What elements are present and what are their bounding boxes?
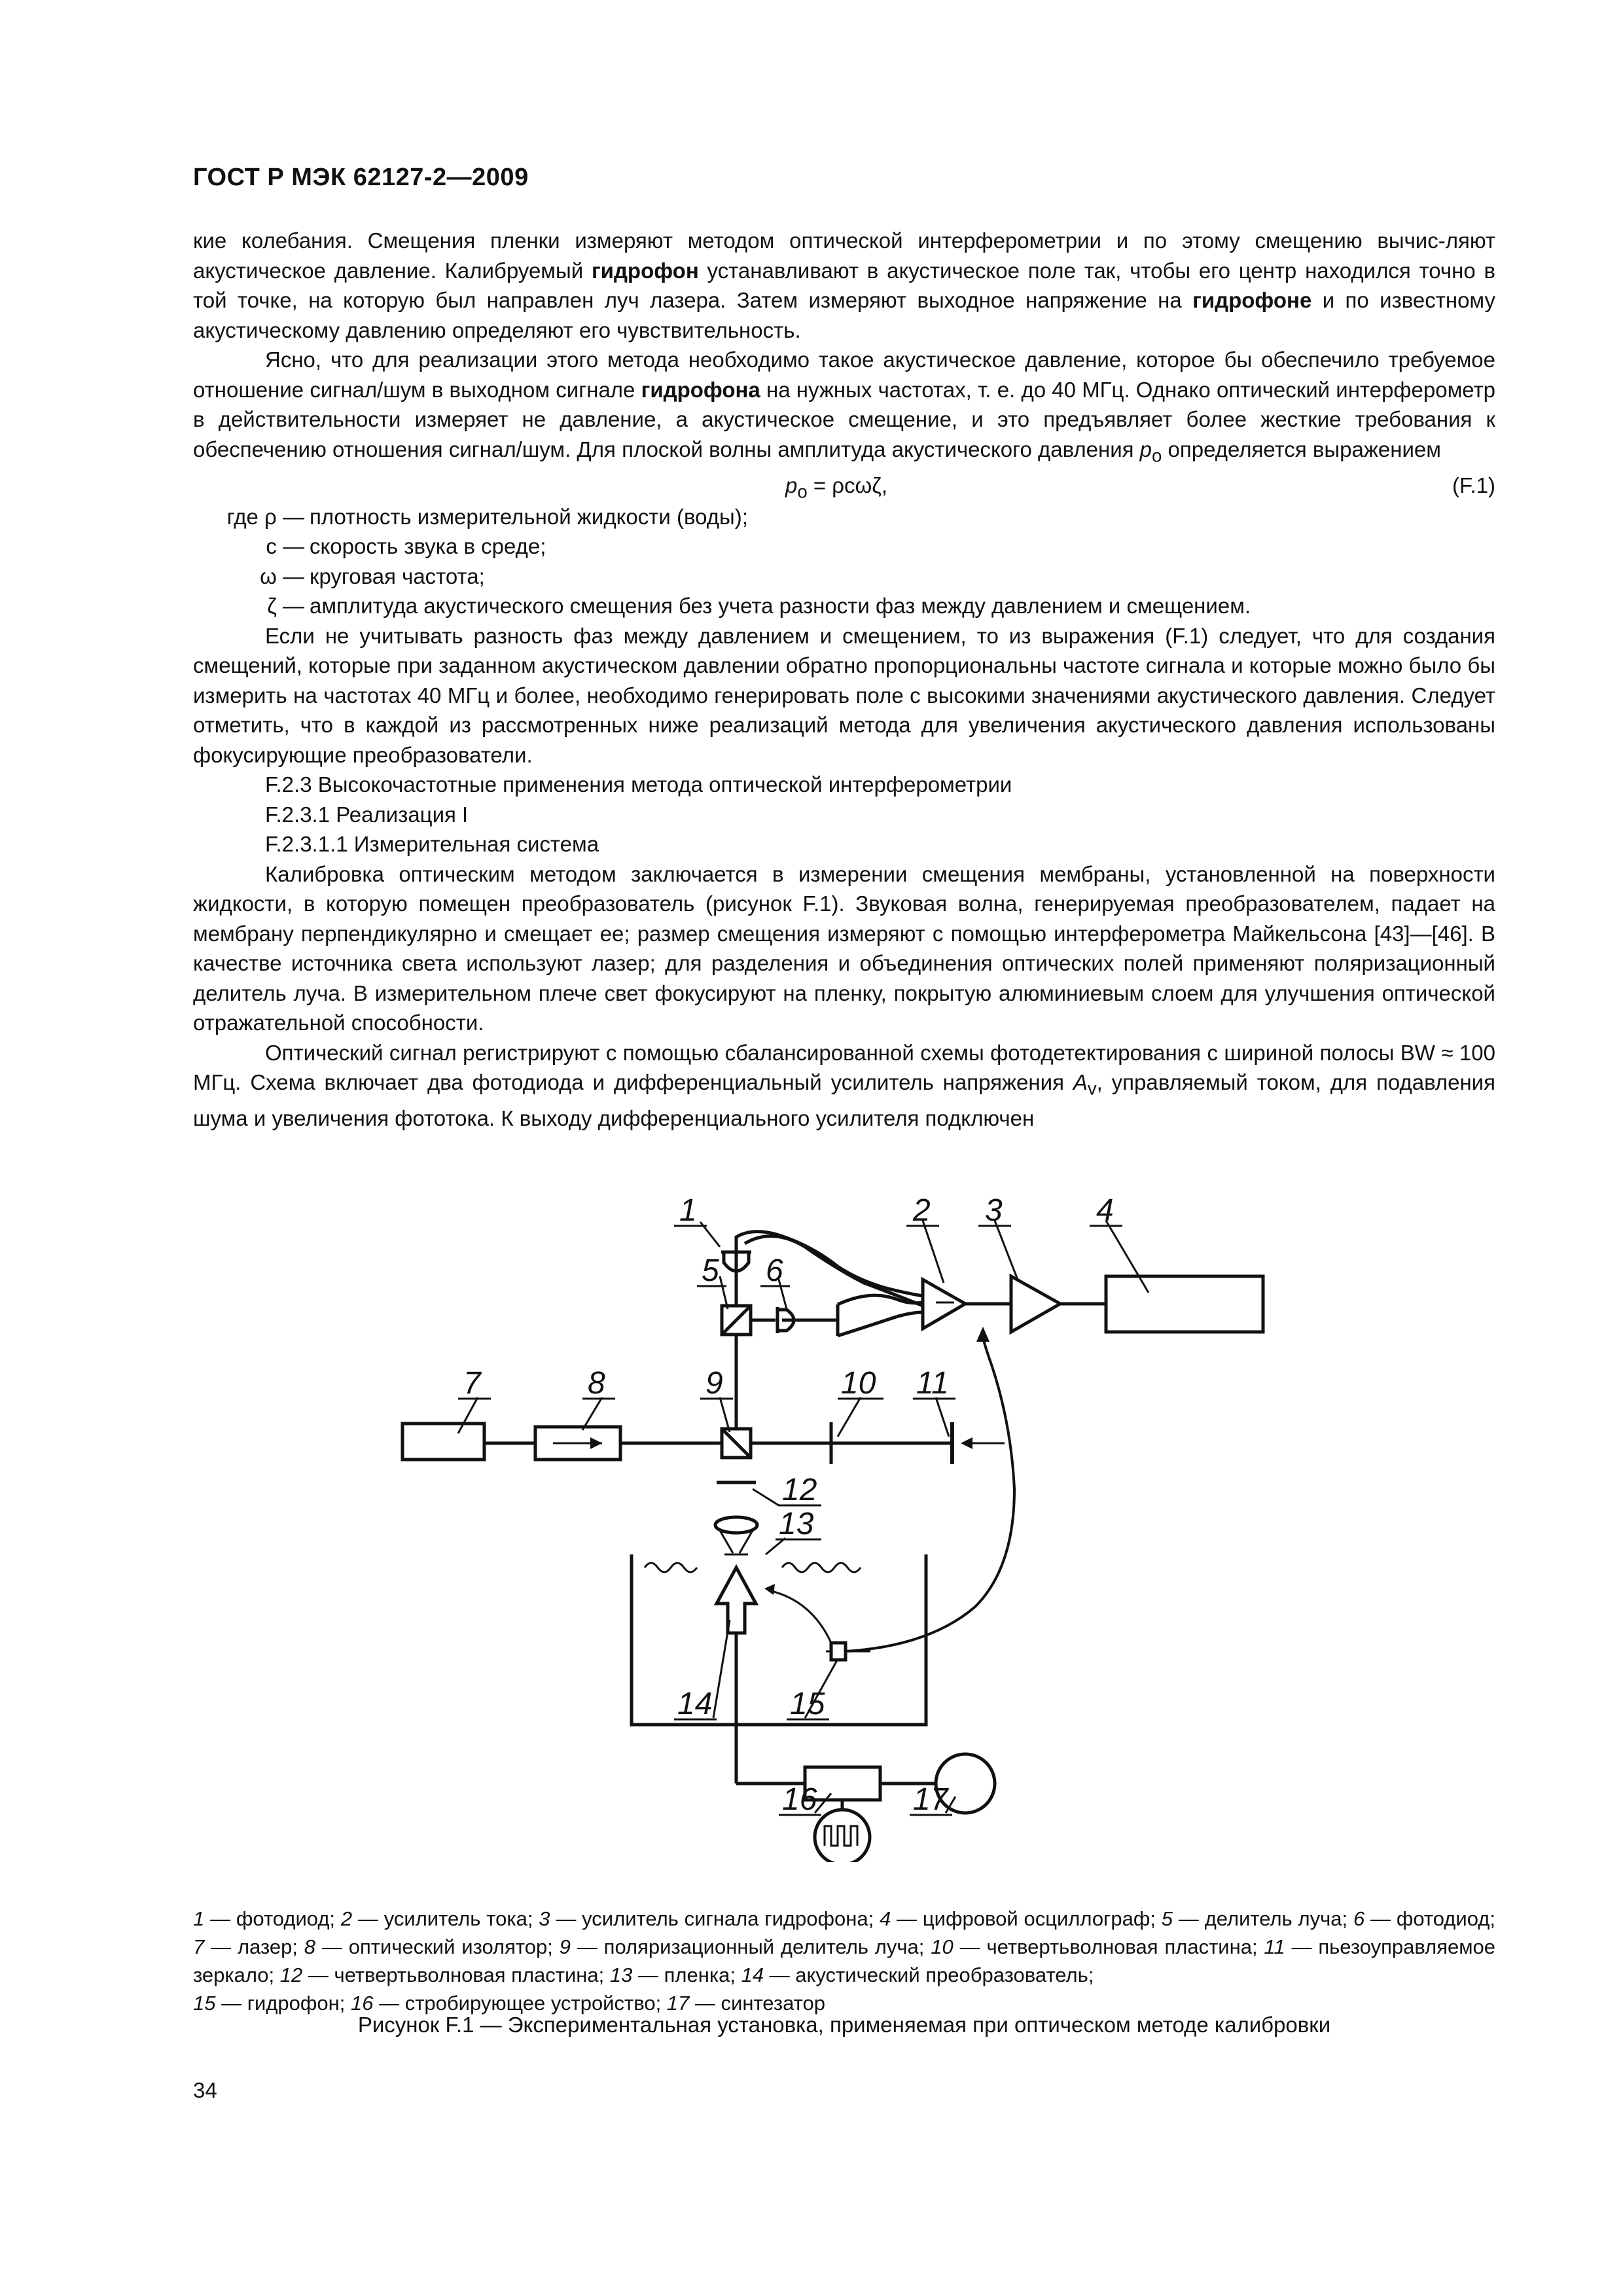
section-heading: F.2.3.1.1 Измерительная система bbox=[265, 832, 599, 857]
legend-item: 7 — лазер; bbox=[193, 1935, 304, 1958]
transducer-14 bbox=[717, 1568, 756, 1633]
legend-item: 14 — акустический преобразователь; bbox=[741, 1964, 1094, 1986]
body-text bbox=[193, 226, 1495, 1134]
cable-6b bbox=[838, 1312, 923, 1336]
figure-f1-diagram bbox=[386, 1175, 1315, 1862]
label-17: 17 bbox=[913, 1782, 948, 1817]
legend-item: 15 — гидрофон; bbox=[193, 1992, 351, 2015]
legend-item: 8 — оптический изолятор; bbox=[304, 1935, 560, 1958]
label-11: 11 bbox=[916, 1366, 949, 1401]
page-number: 34 bbox=[193, 2078, 217, 2102]
label-7: 7 bbox=[463, 1366, 481, 1401]
symbol-definitions bbox=[193, 502, 1495, 621]
water-tank bbox=[632, 1554, 926, 1725]
legend-item: 17 — синтезатор bbox=[666, 1992, 825, 2015]
formula-f1 bbox=[193, 471, 1495, 502]
definition-item: c — скорость звука в среде; bbox=[266, 534, 546, 559]
formula-number: (F.1) bbox=[1452, 473, 1495, 497]
definition-item: ω — круговая частота; bbox=[260, 564, 485, 588]
hydrophone-15 bbox=[831, 1643, 846, 1660]
amplifier-3 bbox=[1011, 1276, 1060, 1332]
label-13: 13 bbox=[779, 1507, 814, 1541]
label-4: 4 bbox=[1096, 1193, 1114, 1228]
paragraph-2: Ясно, что для реализации этого метода необходимо такое акустическое давление, которое бы обеспечило требуемое отношение сигнал/шум в выходном сигнале гидрофона на нужных частотах, т. е. до 40 МГц. Однако оптический интерферометр в действительности измеряет не давление, а акустическое смещение, и это предъявляет более жесткие требования к обеспечению отношения сигнал/шум. Для плоской волны амплитуда акустического давления $p_o$ определяется выражением bbox=[193, 348, 1495, 466]
figure-legend bbox=[193, 1905, 1495, 2017]
legend-item: 5 — делитель луча; bbox=[1161, 1907, 1353, 1930]
label-15: 15 bbox=[790, 1687, 825, 1721]
legend-item: 3 — усилитель сигнала гидрофона; bbox=[539, 1907, 880, 1930]
label-9: 9 bbox=[705, 1366, 723, 1401]
label-6: 6 bbox=[766, 1253, 783, 1288]
document-header: ГОСТ Р МЭК 62127-2—2009 bbox=[193, 164, 529, 191]
legend-item: 10 — четвертьволновая пластина; bbox=[931, 1935, 1264, 1958]
paragraph-1: кие колебания. Смещения пленки измеряют методом оптической интерферометрии и по этому смещению вычис-ляют акустическое давление. Калибруемый гидрофон устанавливают в акустическое поле так, чтобы его центр находился точно в той точке, на которую был направлен луч лазера. Затем измеряют выходное напряжение на гидрофоне и по известному акустическому давлению определяют его чувствительность. bbox=[193, 228, 1495, 342]
oscilloscope-4 bbox=[1106, 1276, 1263, 1332]
label-16: 16 bbox=[782, 1782, 817, 1817]
definition-item: ζ — амплитуда акустического смещения без учета разности фаз между давлением и смещением. bbox=[267, 594, 1251, 619]
water-surface bbox=[645, 1563, 861, 1572]
legend-item: 16 — стробирующее устройство; bbox=[351, 1992, 667, 2015]
label-12: 12 bbox=[782, 1473, 817, 1507]
pulse-generator bbox=[815, 1810, 870, 1862]
legend-item: 12 — четвертьволновая пластина; bbox=[279, 1964, 610, 1986]
legend-item: 11 — пьезоуправляемое зеркало; bbox=[193, 1935, 1496, 1986]
paragraph-4: Калибровка оптическим методом заключается в измерении смещения мембраны, установленной на поверхности жидкости, в которую помещен преобразователь (рисунок F.1). Звуковая волна, генерируемая преобразователем, падает на мембрану перпендикулярно и смещает ее; размер смещения измеряют с помощью интерферометра Майкельсона [43]—[46]. В качестве источника света используют лазер; для разделения и объединения оптических полей применяют поляризационный делитель луча. В измерительном плече свет фокусируют на пленку, покрытую алюминиевым слоем для улучшения оптической отражательной способности. bbox=[193, 861, 1495, 1035]
amplifier-2 bbox=[923, 1280, 965, 1329]
section-heading: F.2.3 Высокочастотные применения метода оптической интерферометрии bbox=[265, 772, 1012, 797]
section-heading: F.2.3.1 Реализация I bbox=[265, 802, 469, 827]
label-14: 14 bbox=[677, 1687, 713, 1721]
label-1: 1 bbox=[679, 1193, 697, 1228]
formula-expression: $p_o = \rho c\omega\zeta$, bbox=[785, 473, 888, 502]
legend-item: 2 — усилитель тока; bbox=[340, 1907, 539, 1930]
legend-item: 9 — поляризационный делитель луча; bbox=[559, 1935, 931, 1958]
label-8: 8 bbox=[588, 1366, 605, 1401]
legend-item: 4 — цифровой осциллограф; bbox=[880, 1907, 1162, 1930]
laser-7 bbox=[402, 1424, 484, 1460]
label-10: 10 bbox=[841, 1366, 876, 1401]
paragraph-5: Оптический сигнал регистрируют с помощью сбалансированной схемы фотодетектирования с шириной полосы BW ≈ 100 МГц. Схема включает два фотодиода и дифференциальный усилитель напряжения $A_v$, управляемый током, для подавления шума и увеличения фототока. К выходу дифференциального усилителя подключен bbox=[193, 1040, 1495, 1131]
label-2: 2 bbox=[913, 1193, 931, 1228]
paragraph-3: Если не учитывать разность фаз между давлением и смещением, то из выражения (F.1) следует, что для создания смещений, которые при заданном акустическом давлении обратно пропорциональны частоте сигнала и которые можно было бы измерить на частотах 40 МГц и более, необходимо генерировать поле с высокими значениями акустического давления. Следует отметить, что в каждой из рассмотренных ниже реализаций метода для увеличения акустического давления использованы фокусирующие преобразователи. bbox=[193, 623, 1495, 767]
label-5: 5 bbox=[702, 1253, 719, 1288]
label-3: 3 bbox=[985, 1193, 1003, 1228]
figure-caption: Рисунок F.1 — Экспериментальная установка, применяемая при оптическом методе калибровки bbox=[357, 2013, 1331, 2037]
lens bbox=[715, 1517, 757, 1533]
definition-item: где ρ — плотность измерительной жидкости (воды); bbox=[226, 504, 748, 529]
legend-main bbox=[193, 1905, 1495, 1989]
legend-item: 6 — фотодиод; bbox=[1353, 1907, 1495, 1930]
legend-item: 1 — фотодиод; bbox=[193, 1907, 341, 1930]
legend-item: 13 — пленка; bbox=[609, 1964, 741, 1986]
